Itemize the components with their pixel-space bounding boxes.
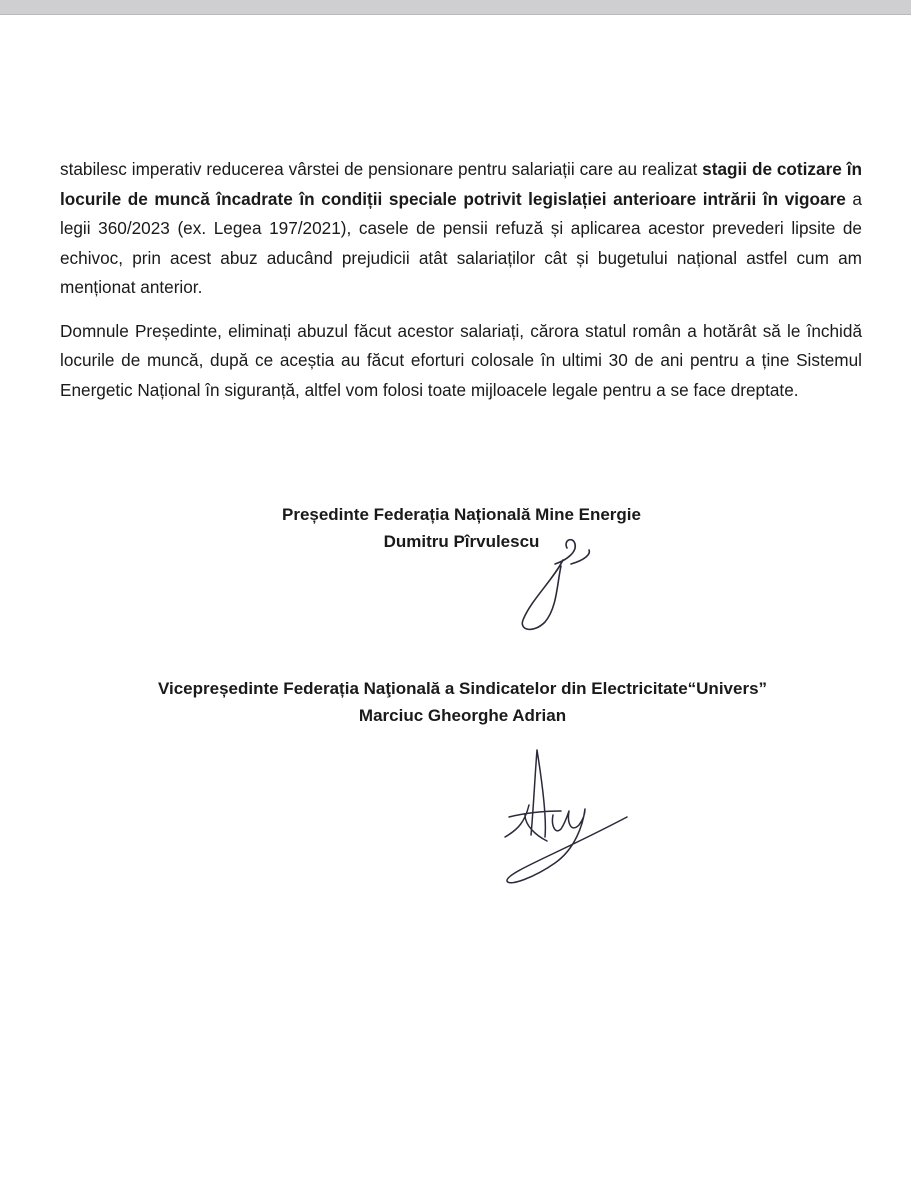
paragraph-1: [60, 155, 862, 303]
paragraph-1-bold: stagii de cotizare în locurile de muncă încadrate în condiții speciale potrivit legislației anterioare intrării în vigoare: [60, 159, 862, 209]
paragraph-2: Domnule Președinte, eliminați abuzul făcut acestor salariați, cărora statul român a hotărât să le închidă locurile de muncă, după ce aceștia au făcut eforturi colosale în ultimi 30 de ani pentru a ține Sistemul Energetic Național în siguranță, altfel vom folosi toate mijloacele legale pentru a se face dreptate.: [60, 320, 862, 400]
paragraph-1-text-b: a legii 360/2023 (ex. Legea 197/2021), casele de pensii refuză și aplicarea acestor prevederi lipsite de echivoc, prin acest abuz aducând prejudicii atât salariaților cât și bugetului național astfel cum am menționat anterior.: [60, 188, 862, 297]
signatory-2-name: Marciuc Gheorghe Adrian: [358, 706, 567, 725]
signatory-1-title: Președinte Federația Națională Mine Energie: [281, 505, 641, 524]
signatory-block-2: [7, 675, 911, 729]
signatory-2-title: Vicepreședinte Federația Naţională a Sindicatelor din Electricitate“Univers”: [157, 679, 768, 698]
signature-2-icon: [495, 745, 635, 895]
signatory-1-name: Dumitru Pîrvulescu: [383, 532, 540, 551]
document-body: [60, 155, 862, 405]
signatory-block-1: [6, 501, 911, 555]
scan-top-edge: [0, 0, 911, 15]
paragraph-1-text-a: stabilesc imperativ reducerea vârstei de pensionare pentru salariații care au realizat: [60, 159, 703, 179]
signature-1-icon: [505, 530, 615, 640]
